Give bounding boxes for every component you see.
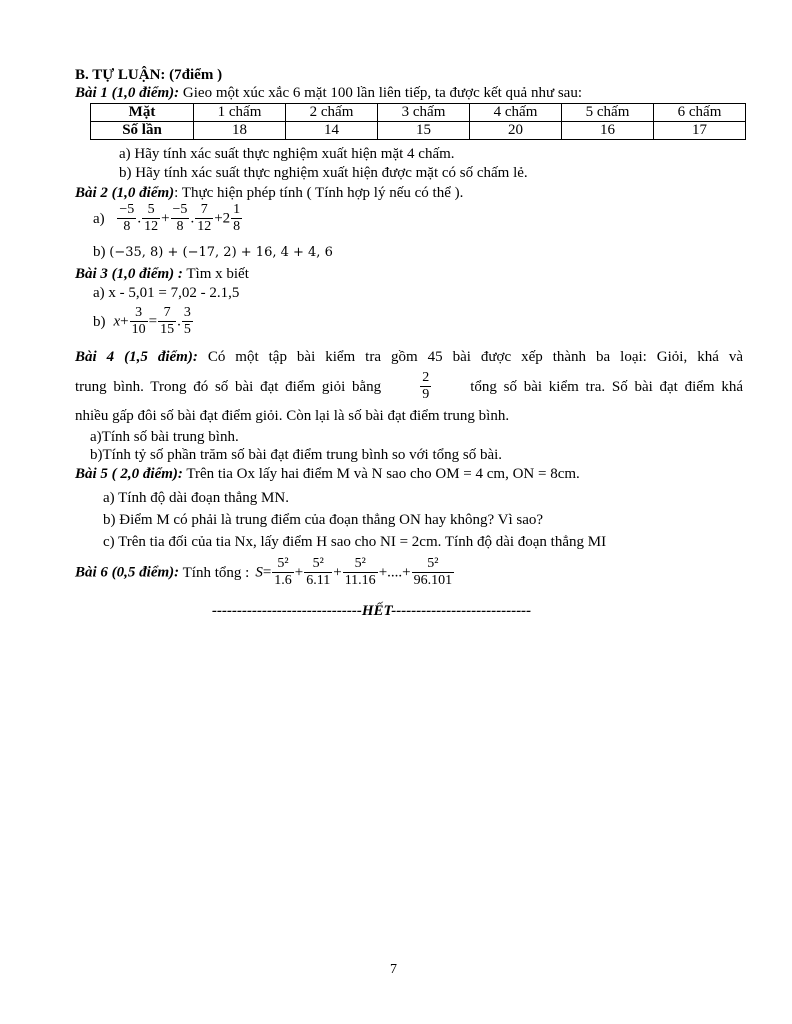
section-heading: B. TỰ LUẬN: (7điểm ) [75, 67, 223, 83]
bai1-question-a: a) Hãy tính xác suất thực nghiệm xuất hiện mặt 4 chấm. [119, 146, 455, 162]
operator: . [190, 210, 195, 227]
numerator: 5² [412, 556, 455, 573]
fraction [304, 556, 332, 589]
numerator: 7 [195, 202, 213, 219]
fraction [195, 202, 213, 235]
bai5-label: Bài 5 ( 2,0 điểm): [75, 466, 183, 482]
denominator: 8 [123, 219, 131, 234]
operator: = [148, 313, 158, 330]
bai4-question-b: b)Tính tỷ số phần trăm số bài đạt điểm trung bình so với tổng số bài. [90, 447, 503, 463]
bai1-question-b: b) Hãy tính xác suất thực nghiệm xuất hiện được mặt có số chấm lẻ. [119, 165, 528, 181]
bai1-line [75, 84, 582, 102]
operator: = [262, 564, 272, 581]
bai1-text: Gieo một xúc xắc 6 mặt 100 lần liên tiếp, ta được kết quả như sau: [179, 85, 582, 101]
bai5-line [75, 465, 580, 483]
bai5-question-a: a) Tính độ dài đoạn thẳng MN. [103, 490, 289, 506]
bai4-line2 [75, 370, 743, 403]
table-cell: 5 chấm [562, 104, 654, 122]
operator: . [177, 313, 181, 330]
operator: . [137, 210, 142, 227]
numerator: 1 [233, 202, 241, 217]
table-cell: 4 chấm [470, 104, 562, 122]
bai4-text: Có một tập bài kiểm tra gồm 45 bài được xếp thành ba loại: Giỏi, khá và [197, 349, 743, 365]
bai3-line [75, 265, 249, 283]
denominator: 12 [144, 219, 159, 234]
numerator: −5 [172, 202, 188, 217]
bai5-question-b: b) Điểm M có phải là trung điểm của đoạn thẳng ON hay không? Vì sao? [103, 512, 544, 528]
denominator: 8 [176, 219, 184, 234]
bai4-label: Bài 4 (1,5 điểm): [75, 349, 198, 365]
denominator: 11.16 [344, 573, 376, 588]
fraction [171, 202, 190, 235]
variable-x: x [113, 313, 121, 330]
denominator: 5 [183, 322, 191, 337]
bai2-line [75, 184, 463, 202]
numerator: 5 [142, 202, 160, 219]
table-row [91, 122, 746, 140]
bai3-text: Tìm x biết [182, 266, 249, 282]
bai2-question-b [93, 243, 333, 261]
fraction [117, 202, 136, 235]
bai2-b-label: b) [93, 244, 106, 260]
bai2-b-expression: (−35, 8) + (−17, 2) + 16, 4 + 4, 6 [109, 245, 333, 260]
bai2-question-a [93, 202, 243, 235]
denominator: 10 [131, 322, 146, 337]
bai2-label: Bài 2 (1,0 điểm) [75, 185, 175, 201]
fraction [343, 556, 378, 589]
bai2-text: : Thực hiện phép tính ( Tính hợp lý nếu có thể ). [174, 185, 464, 201]
bai1-label: Bài 1 (1,0 điểm): [75, 85, 180, 101]
denominator: 12 [197, 219, 212, 234]
table-cell: 3 chấm [378, 104, 470, 122]
fraction [420, 370, 431, 403]
operator: + [294, 564, 304, 581]
bai5-text: Trên tia Ox lấy hai điểm M và N sao cho OM = 4 cm, ON = 8cm. [182, 466, 580, 482]
table-cell: 1 chấm [194, 104, 286, 122]
table-cell: 16 [562, 122, 654, 140]
fraction [231, 202, 242, 235]
denominator: 15 [160, 322, 175, 337]
denominator: 96.101 [413, 573, 453, 588]
denominator: 8 [233, 219, 241, 234]
bai4-line2-pre: trung bình. Trong đó số bài đạt điểm giỏi bằng [75, 378, 382, 395]
variable-s: S [255, 564, 263, 581]
table-cell: 15 [378, 122, 470, 140]
operator: +....+ [378, 564, 411, 581]
table-cell: Số lần [91, 122, 194, 140]
operator: + [333, 564, 342, 581]
table-cell: 6 chấm [654, 104, 746, 122]
table-cell: 14 [286, 122, 378, 140]
denominator: 9 [422, 387, 430, 402]
operator: + [161, 210, 170, 227]
bai4-question-a: a)Tính số bài trung bình. [90, 429, 239, 445]
table-cell: 20 [470, 122, 562, 140]
numerator: 5² [304, 556, 332, 573]
fraction [182, 305, 193, 338]
bai4-line3: nhiều gấp đôi số bài đạt điểm giỏi. Còn lại là số bài đạt điểm trung bình. [75, 408, 510, 424]
bai6-label: Bài 6 (0,5 điểm): [75, 564, 180, 581]
fraction [412, 556, 455, 589]
fraction [158, 305, 176, 338]
numerator: −5 [119, 202, 135, 217]
fraction [142, 202, 160, 235]
bai5-question-c: c) Trên tia đối của tia Nx, lấy điểm H sao cho NI = 2cm. Tính độ dài đoạn thẳng MI [103, 534, 607, 550]
numerator: 3 [130, 305, 148, 322]
operator: + [120, 313, 129, 330]
bai6-text: Tính tổng : [179, 564, 250, 581]
table-cell: 17 [654, 122, 746, 140]
bai3-b-label: b) [93, 313, 106, 330]
fraction [130, 305, 148, 338]
table-cell: 18 [194, 122, 286, 140]
numerator: 5² [343, 556, 378, 573]
numerator: 7 [158, 305, 176, 322]
numerator: 2 [422, 370, 430, 385]
bai4-line1 [75, 348, 743, 366]
table-cell: Mặt [91, 104, 194, 122]
bai3-label: Bài 3 (1,0 điểm) : [75, 266, 183, 282]
page-number: 7 [390, 962, 397, 977]
denominator: 6.11 [306, 573, 331, 588]
bai2-a-label: a) [93, 210, 105, 227]
bai3-question-b [93, 305, 194, 338]
table-cell: 2 chấm [286, 104, 378, 122]
bai3-question-a: a) x - 5,01 = 7,02 - 2.1,5 [93, 285, 240, 301]
operator: + [214, 210, 223, 227]
denominator: 1.6 [274, 573, 292, 588]
mixed-whole: 2 [222, 210, 231, 227]
bai6-line [75, 556, 455, 589]
fraction [272, 556, 294, 589]
end-marker: ------------------------------HẾT---------------------------- [212, 603, 532, 619]
table-header-row [91, 104, 746, 122]
bai4-line2-post: tổng số bài kiểm tra. Số bài đạt điểm khá [470, 378, 743, 395]
numerator: 3 [183, 305, 191, 320]
numerator: 5² [272, 556, 294, 573]
dice-results-table [90, 103, 746, 140]
